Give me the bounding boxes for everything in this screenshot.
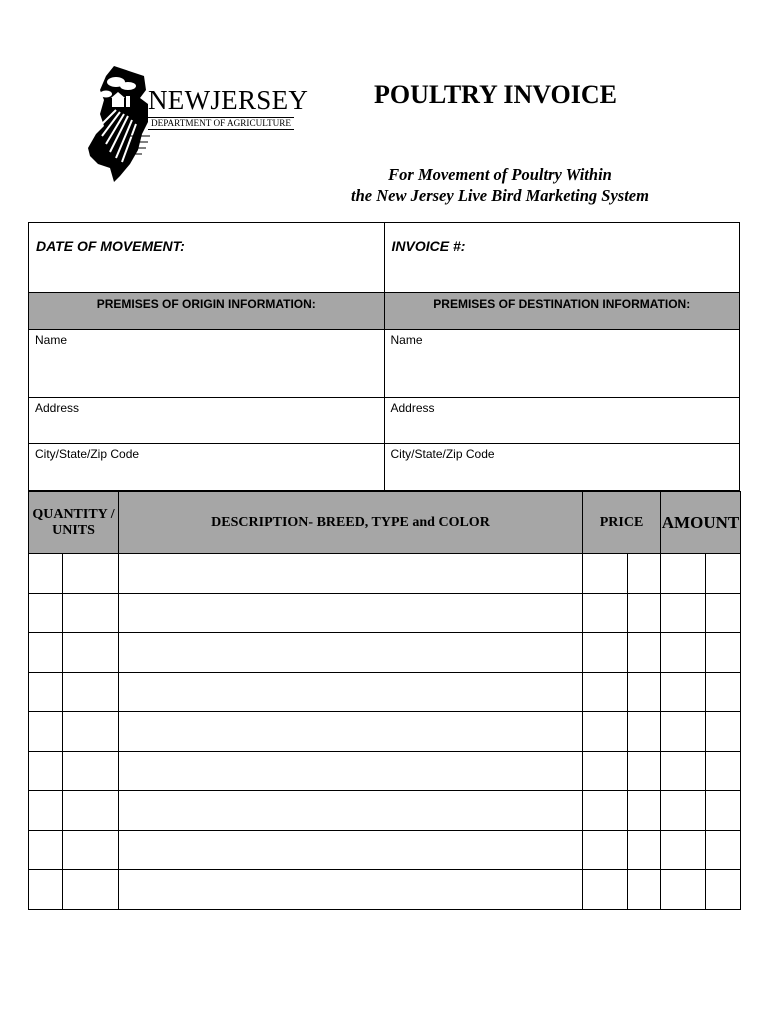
amount-dollars-cell[interactable] [661, 554, 706, 594]
price-cents-cell[interactable] [628, 791, 661, 831]
price-dollars-cell[interactable] [583, 870, 628, 910]
price-cents-cell[interactable] [628, 554, 661, 594]
price-dollars-cell[interactable] [583, 830, 628, 870]
price-cents-cell[interactable] [628, 751, 661, 791]
item-row [29, 712, 741, 752]
amount-dollars-cell[interactable] [661, 870, 706, 910]
description-cell[interactable] [119, 791, 583, 831]
description-cell[interactable] [119, 712, 583, 752]
price-cents-cell[interactable] [628, 593, 661, 633]
description-cell[interactable] [119, 830, 583, 870]
quantity-cell[interactable] [29, 830, 63, 870]
origin-name-field[interactable]: Name [29, 330, 385, 398]
quantity-cell[interactable] [29, 672, 63, 712]
invoice-number-field[interactable]: INVOICE #: [384, 223, 740, 293]
amount-cents-cell[interactable] [706, 870, 741, 910]
item-row [29, 870, 741, 910]
description-header: DESCRIPTION- BREED, TYPE and COLOR [119, 492, 583, 554]
quantity-cell[interactable] [29, 554, 63, 594]
amount-dollars-cell[interactable] [661, 672, 706, 712]
quantity-cell[interactable] [29, 712, 63, 752]
quantity-units-header: QUANTITY / UNITS [29, 492, 119, 554]
destination-city-field[interactable]: City/State/Zip Code [384, 444, 740, 491]
amount-dollars-cell[interactable] [661, 633, 706, 673]
amount-cents-cell[interactable] [706, 593, 741, 633]
item-row [29, 672, 741, 712]
description-cell[interactable] [119, 672, 583, 712]
item-row [29, 593, 741, 633]
units-cell[interactable] [63, 672, 119, 712]
destination-address-field[interactable]: Address [384, 398, 740, 444]
amount-cents-cell[interactable] [706, 672, 741, 712]
price-dollars-cell[interactable] [583, 791, 628, 831]
destination-name-field[interactable]: Name [384, 330, 740, 398]
price-dollars-cell[interactable] [583, 751, 628, 791]
price-dollars-cell[interactable] [583, 593, 628, 633]
price-cents-cell[interactable] [628, 712, 661, 752]
units-cell[interactable] [63, 593, 119, 633]
price-dollars-cell[interactable] [583, 554, 628, 594]
amount-dollars-cell[interactable] [661, 830, 706, 870]
subtitle-line-1: For Movement of Poultry Within [388, 165, 612, 184]
price-dollars-cell[interactable] [583, 633, 628, 673]
amount-dollars-cell[interactable] [661, 751, 706, 791]
amount-cents-cell[interactable] [706, 830, 741, 870]
description-cell[interactable] [119, 751, 583, 791]
logo-state-name: NEWJERSEY [148, 85, 309, 115]
amount-cents-cell[interactable] [706, 791, 741, 831]
price-header: PRICE [583, 492, 661, 554]
price-cents-cell[interactable] [628, 672, 661, 712]
amount-dollars-cell[interactable] [661, 593, 706, 633]
amount-header: AMOUNT [661, 492, 741, 554]
amount-cents-cell[interactable] [706, 633, 741, 673]
amount-cents-cell[interactable] [706, 751, 741, 791]
price-cents-cell[interactable] [628, 830, 661, 870]
amount-cents-cell[interactable] [706, 554, 741, 594]
subtitle-line-2: the New Jersey Live Bird Marketing System [351, 186, 649, 205]
price-dollars-cell[interactable] [583, 712, 628, 752]
date-of-movement-field[interactable]: DATE OF MOVEMENT: [29, 223, 385, 293]
units-cell[interactable] [63, 712, 119, 752]
price-cents-cell[interactable] [628, 870, 661, 910]
page-title: POULTRY INVOICE [374, 80, 617, 109]
quantity-cell[interactable] [29, 751, 63, 791]
item-row [29, 751, 741, 791]
description-cell[interactable] [119, 633, 583, 673]
item-row [29, 791, 741, 831]
price-dollars-cell[interactable] [583, 672, 628, 712]
price-cents-cell[interactable] [628, 633, 661, 673]
logo-department-name: DEPARTMENT OF AGRICULTURE [148, 117, 294, 130]
amount-dollars-cell[interactable] [661, 712, 706, 752]
premises-table [28, 222, 740, 491]
quantity-cell[interactable] [29, 791, 63, 831]
new-jersey-map-icon [86, 64, 156, 184]
item-row [29, 830, 741, 870]
description-cell[interactable] [119, 593, 583, 633]
amount-dollars-cell[interactable] [661, 791, 706, 831]
origin-city-field[interactable]: City/State/Zip Code [29, 444, 385, 491]
destination-section-header: PREMISES OF DESTINATION INFORMATION: [384, 293, 740, 330]
units-cell[interactable] [63, 751, 119, 791]
description-cell[interactable] [119, 870, 583, 910]
description-cell[interactable] [119, 554, 583, 594]
nj-agriculture-logo [86, 64, 309, 184]
units-cell[interactable] [63, 870, 119, 910]
amount-cents-cell[interactable] [706, 712, 741, 752]
origin-section-header: PREMISES OF ORIGIN INFORMATION: [29, 293, 385, 330]
origin-address-field[interactable]: Address [29, 398, 385, 444]
units-cell[interactable] [63, 554, 119, 594]
units-cell[interactable] [63, 791, 119, 831]
items-table [28, 491, 741, 910]
quantity-cell[interactable] [29, 870, 63, 910]
units-cell[interactable] [63, 633, 119, 673]
quantity-cell[interactable] [29, 593, 63, 633]
item-row [29, 633, 741, 673]
units-cell[interactable] [63, 830, 119, 870]
item-row [29, 554, 741, 594]
page-subtitle [300, 164, 700, 206]
quantity-cell[interactable] [29, 633, 63, 673]
